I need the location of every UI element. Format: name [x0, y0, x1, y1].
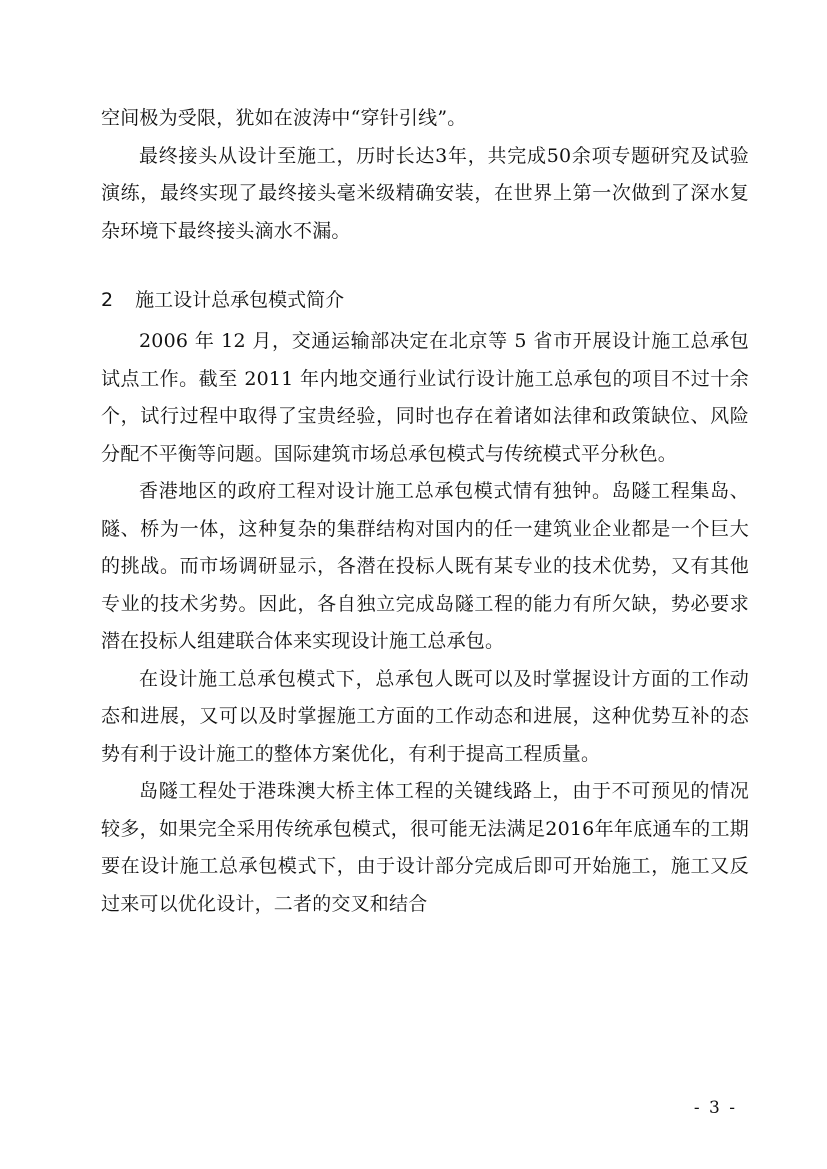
page-number: - 3 - [693, 1098, 737, 1118]
section-title: 施工设计总承包模式简介 [135, 289, 345, 311]
section-heading [101, 282, 749, 319]
section-number: 2 [101, 289, 114, 311]
paragraph-pilot: 2006 年 12 月，交通运输部决定在北京等 5 省市开展设计施工总承包试点工作。截至 2011 年内地交通行业试行设计施工总承包的项目不过十余个，试行过程中取得了宝贵经验，同时也存在着诸如法律和政策缺位、风险分配不平衡等问题。国际建筑市场总承包模式与传统模式平分秋色。 [101, 330, 749, 465]
paragraph-continuation: 空间极为受限，犹如在波涛中“穿针引线”。 [101, 107, 467, 129]
paragraph-advantages: 在设计施工总承包模式下，总承包人既可以及时掌握设计方面的工作动态和进展，又可以及时掌握施工方面的工作动态和进展，这种优势互补的态势有利于设计施工的整体方案优化，有利于提高工程质量。 [101, 667, 749, 765]
document-body [101, 100, 749, 923]
paragraph-schedule: 岛隧工程处于港珠澳大桥主体工程的关键线路上，由于不可预见的情况较多，如果完全采用传统承包模式，很可能无法满足2016年年底通车的工期要在设计施工总承包模式下，由于设计部分完成后即可开始施工，施工又反过来可以优化设计，二者的交叉和结合 [101, 780, 749, 915]
paragraph-final-joint: 最终接头从设计至施工，历时长达3年，共完成50余项专题研究及试验演练，最终实现了最终接头毫米级精确安装，在世界上第一次做到了深水复杂环境下最终接头滴水不漏。 [101, 144, 749, 242]
paragraph-hongkong: 香港地区的政府工程对设计施工总承包模式情有独钟。岛隧工程集岛、隧、桥为一体，这种复杂的集群结构对国内的任一建筑业企业都是一个巨大的挑战。而市场调研显示，各潜在投标人既有某专业的技术优势，又有其他专业的技术劣势。因此，各自独立完成岛隧工程的能力有所欠缺，势必要求潜在投标人组建联合体来实现设计施工总承包。 [101, 480, 749, 652]
